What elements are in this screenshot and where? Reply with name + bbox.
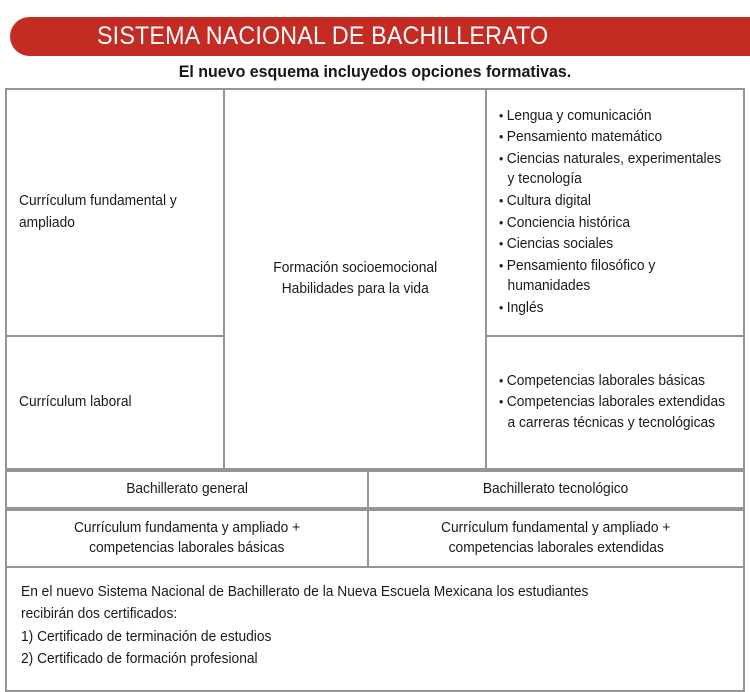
cell-competencias-laborales [487,335,745,468]
competencias-laborales-list [499,371,741,435]
curriculum-matrix [5,88,745,692]
curriculum-fundamental-label: Currículum fundamental y ampliado [19,193,177,231]
matrix-grid [5,88,745,470]
curriculum-laboral-label: Currículum laboral [19,393,132,410]
bachillerato-tecnologico-detail [367,509,743,566]
note-line-4: 2) Certificado de formación profesional [21,651,258,668]
bachillerato-detail-row [5,509,745,568]
cell-curriculum-laboral [7,335,223,468]
list-item: • Cultura digital [499,191,729,212]
bachillerato-general-detail-line-1: Currículum fundamenta y ampliado + [73,519,301,536]
bachillerato-general-header [7,470,367,507]
formacion-line-1: Formación socioemocional [273,259,437,276]
page-title: SISTEMA NACIONAL DE BACHILLERATO [96,22,549,50]
header-banner [10,17,750,56]
cell-formacion-socioemocional [223,90,487,468]
cell-curriculum-fundamental [7,90,223,335]
certificates-note [5,568,745,692]
page-subtitle: El nuevo esquema incluyedos opciones formativas. [178,62,572,81]
list-item: • Conciencia histórica [499,213,729,234]
list-item: • Competencias laborales básicas [499,371,729,392]
list-item: • Lengua y comunicación [499,106,729,127]
note-line-3: 1) Certificado de terminación de estudios [21,628,272,645]
formacion-socioemocional-text [273,258,437,300]
formacion-line-2: Habilidades para la vida [281,281,429,297]
cell-areas-formativas [487,90,745,335]
bachillerato-tecnologico-detail-line-2: competencias laborales extendidas [448,540,664,557]
bachillerato-header-row [5,470,745,509]
list-item: • Competencias laborales extendidas a carreras técnicas y tecnológicas [499,392,729,433]
note-line-2: recibirán dos certificados: [21,606,178,623]
list-item: • Ciencias naturales, experimentales y tecnología [499,149,729,190]
list-item: • Pensamiento filosófico y humanidades [499,256,729,297]
matrix-column-right [487,90,745,468]
list-item: • Pensamiento matemático [499,127,729,148]
bachillerato-general-detail-line-2: competencias laborales básicas [89,540,285,557]
bachillerato-tecnologico-header [367,470,743,507]
list-item: • Ciencias sociales [499,234,729,255]
matrix-column-left [7,90,223,468]
areas-formativas-list [499,106,741,320]
note-line-1: En el nuevo Sistema Nacional de Bachillerato de la Nueva Escuela Mexicana los estudiantes [21,583,589,600]
bachillerato-tecnologico-header-label: Bachillerato tecnológico [483,481,629,497]
list-item: • Inglés [499,298,729,319]
bachillerato-tecnologico-detail-line-1: Currículum fundamental y ampliado + [441,519,671,536]
bachillerato-general-header-label: Bachillerato general [126,481,248,497]
bachillerato-general-detail [7,509,367,566]
